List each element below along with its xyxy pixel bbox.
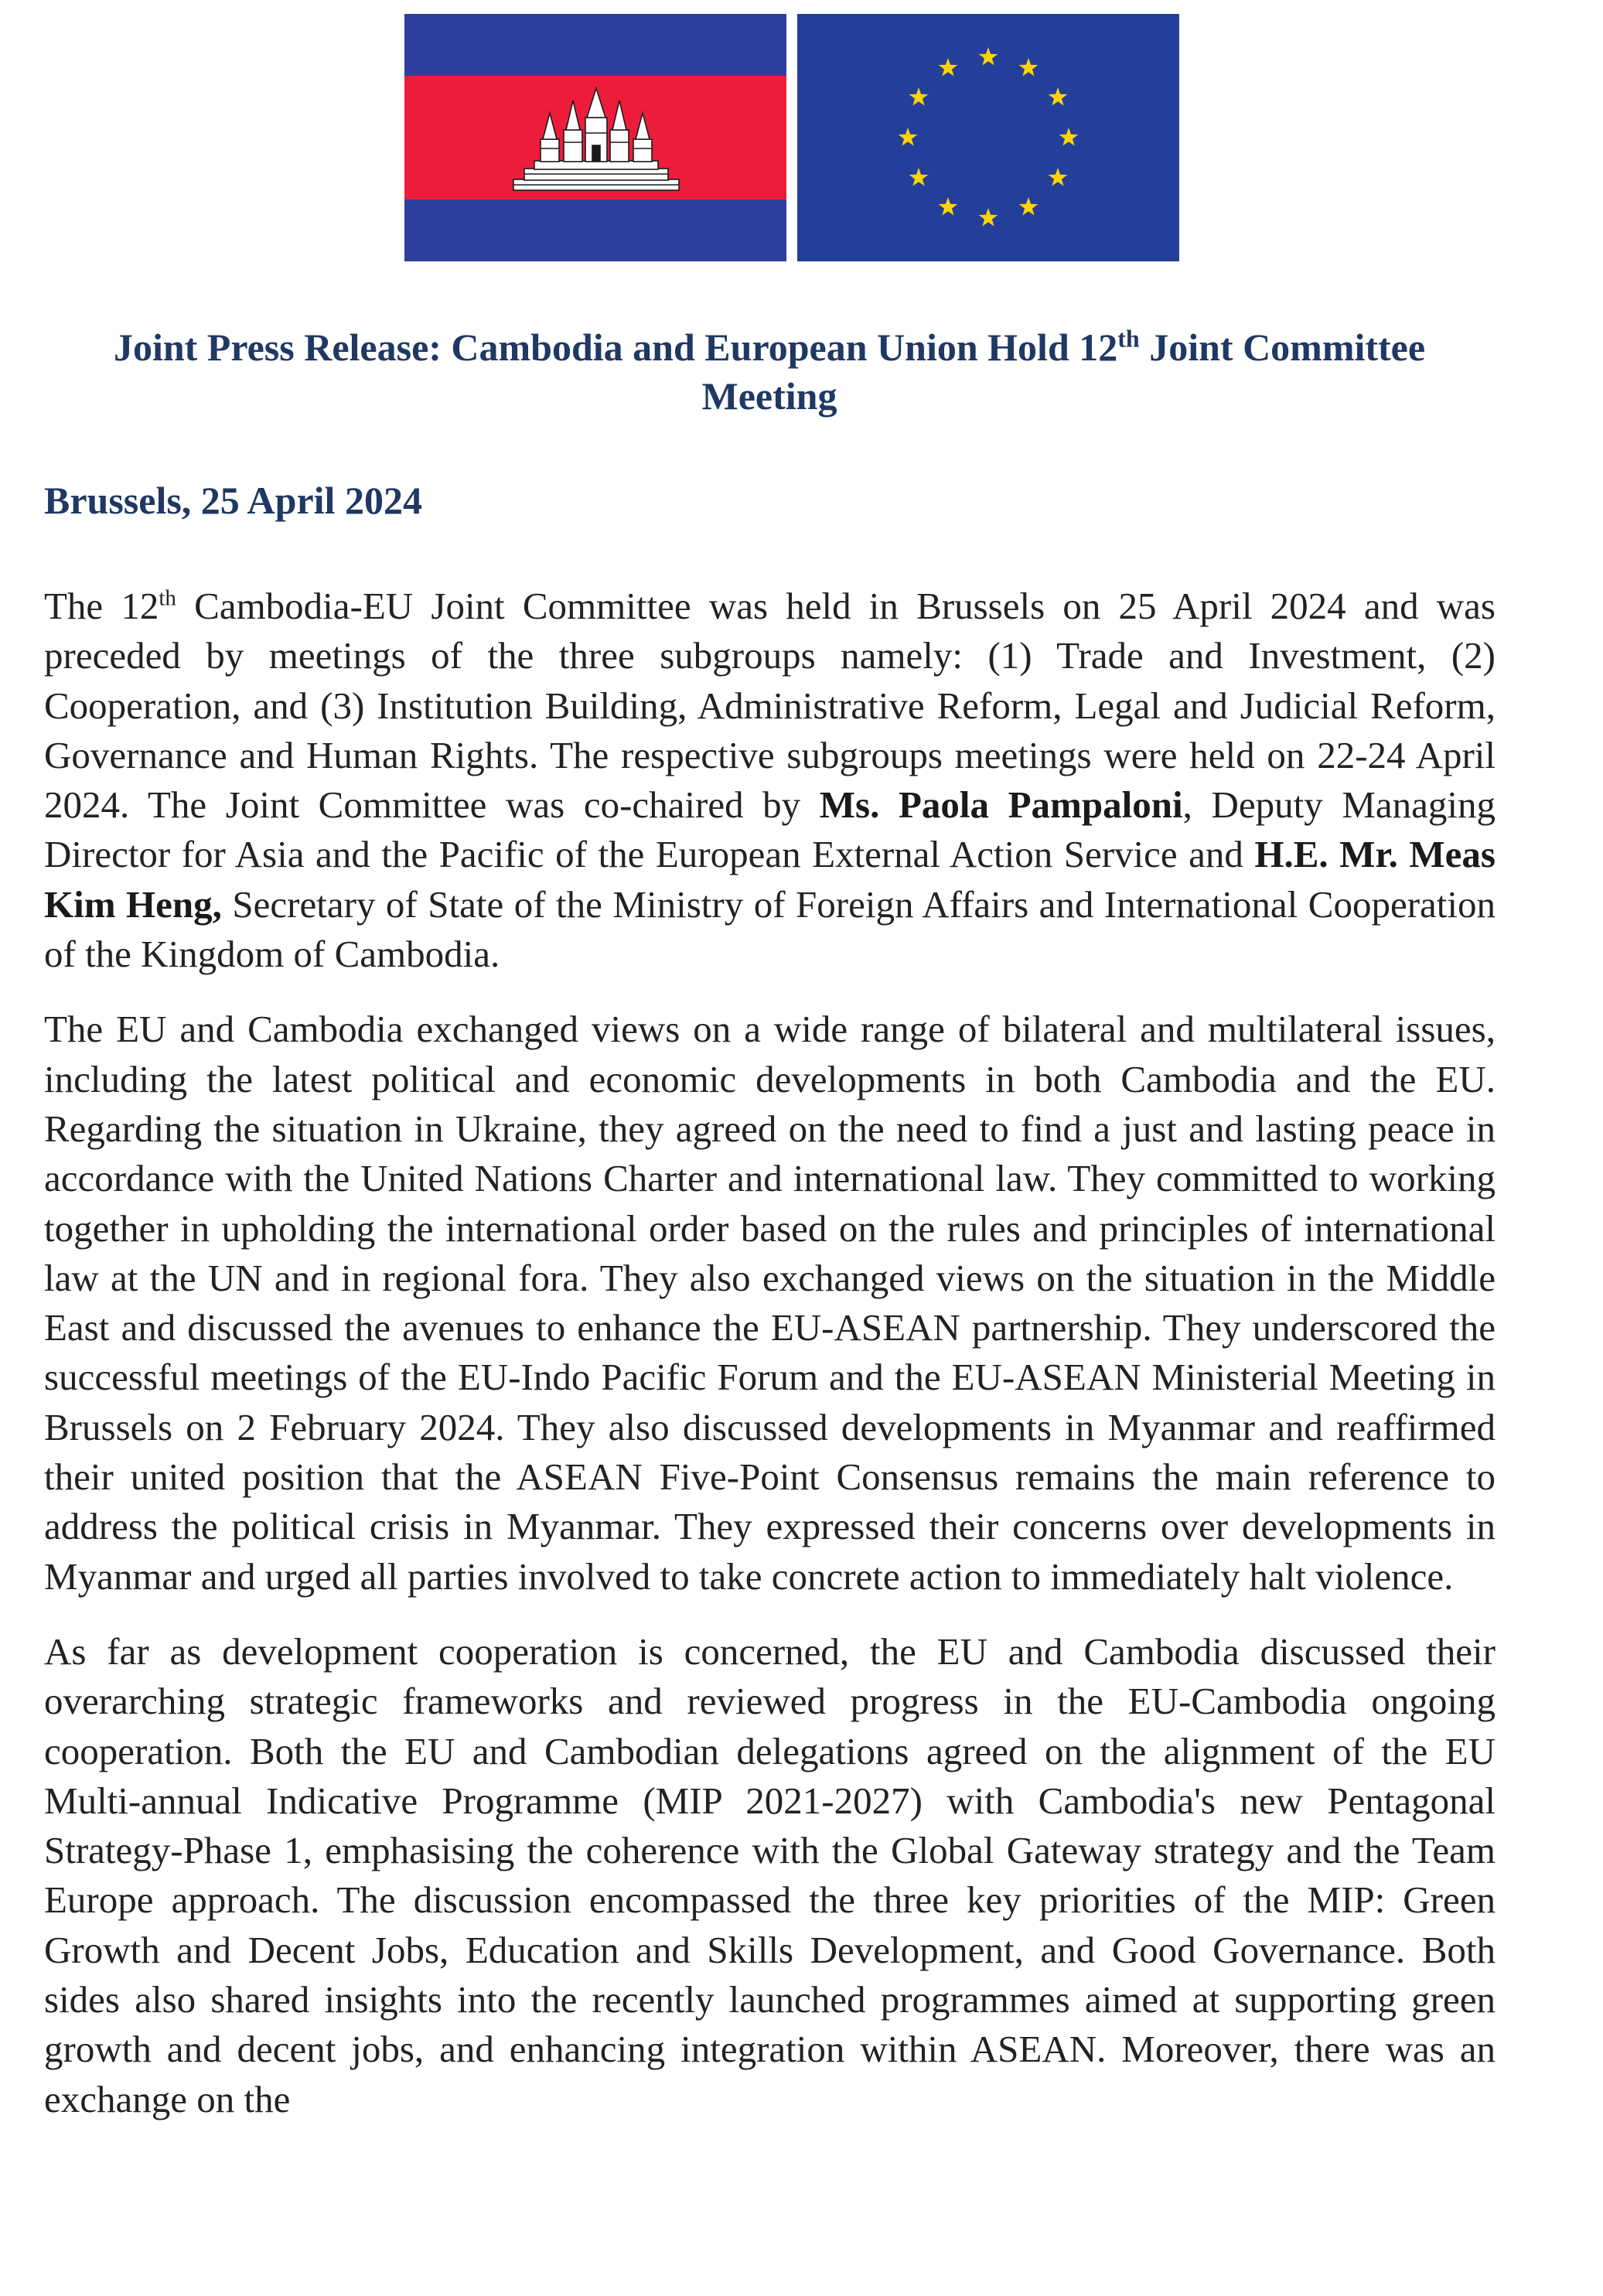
title-part-1: Joint Press Release: Cambodia and European Union Hold 12 xyxy=(113,326,1118,369)
cambodia-flag-bottom-band xyxy=(404,200,786,261)
cambodia-flag xyxy=(404,14,786,261)
p1-text-c: , Deputy Managing Director for Asia and the Pacific of the European External Action Service and xyxy=(44,783,1496,876)
cambodia-flag-top-band xyxy=(404,14,786,76)
p1-text-b: Cambodia-EU Joint Committee was held in Brussels on 25 April 2024 and was preceded by meetings of the three subgroups namely: (1) Trade and Investment, (2) Cooperation, and (3) Institution Building, Administrative Reform, Legal and Judicial Reform, Governance and Human Rights. The respective subgroups meetings were held on 22-24 April 2024. The Joint Committee was co-chaired by xyxy=(44,585,1496,827)
paragraph-2: The EU and Cambodia exchanged views on a wide range of bilateral and multilateral issues, including the latest political and economic developments in both Cambodia and the EU. Regarding the situation in Ukraine, they agreed on the need to find a just and lasting peace in accordance with the United Nations Charter and international law. They committed to working together in upholding the international order based on the rules and principles of international law at the UN and in regional fora. They also exchanged views on the situation in the Middle East and discussed the avenues to enhance the EU-ASEAN partnership. They underscored the successful meetings of the EU-Indo Pacific Forum and the EU-ASEAN Ministerial Meeting in Brussels on 2 February 2024. They also discussed developments in Myanmar and reaffirmed their united position that the ASEAN Five-Point Consensus remains the main reference to address the political crisis in Myanmar. They expressed their concerns over developments in Myanmar and urged all parties involved to take concrete action to immediately halt violence. xyxy=(44,1008,1496,1598)
paragraph-3: As far as development cooperation is concerned, the EU and Cambodia discussed their overarching strategic frameworks and reviewed progress in the EU-Cambodia ongoing cooperation. Both the EU and Cambodian delegations agreed on the alignment of the EU Multi-annual Indicative Programme (MIP 2021-2027) with Cambodia's new Pentagonal Strategy-Phase 1, emphasising the coherence with the Global Gateway strategy and the Team Europe approach. The discussion encompassed the three key priorities of the MIP: Green Growth and Decent Jobs, Education and Skills Development, and Good Governance. Both sides also shared insights into the recently launched programmes aimed at supporting green growth and decent jobs, and enhancing integration within ASEAN. Moreover, there was an exchange on the xyxy=(44,1629,1496,2120)
co-chair-eu-name: Ms. Paola Pampaloni xyxy=(819,783,1183,827)
dateline: Brussels, 25 April 2024 xyxy=(44,479,422,522)
title-ordinal-suffix: th xyxy=(1117,324,1140,353)
title-part-2: Joint Committee Meeting xyxy=(701,326,1426,418)
eu-flag xyxy=(797,14,1179,261)
flags-header xyxy=(404,14,1170,261)
co-chair-cambodia-name: H.E. Mr. Meas Kim Heng, xyxy=(44,833,1496,926)
paragraph-1 xyxy=(44,582,1496,979)
press-release-title xyxy=(93,323,1446,421)
p1-text-a: The 12 xyxy=(44,585,159,627)
press-release-body xyxy=(44,582,1496,2150)
p1-text-d: Secretary of State of the Ministry of Foreign Affairs and International Cooperation of the Kingdom of Cambodia. xyxy=(44,882,1496,976)
p1-ordinal-suffix: th xyxy=(159,585,176,611)
